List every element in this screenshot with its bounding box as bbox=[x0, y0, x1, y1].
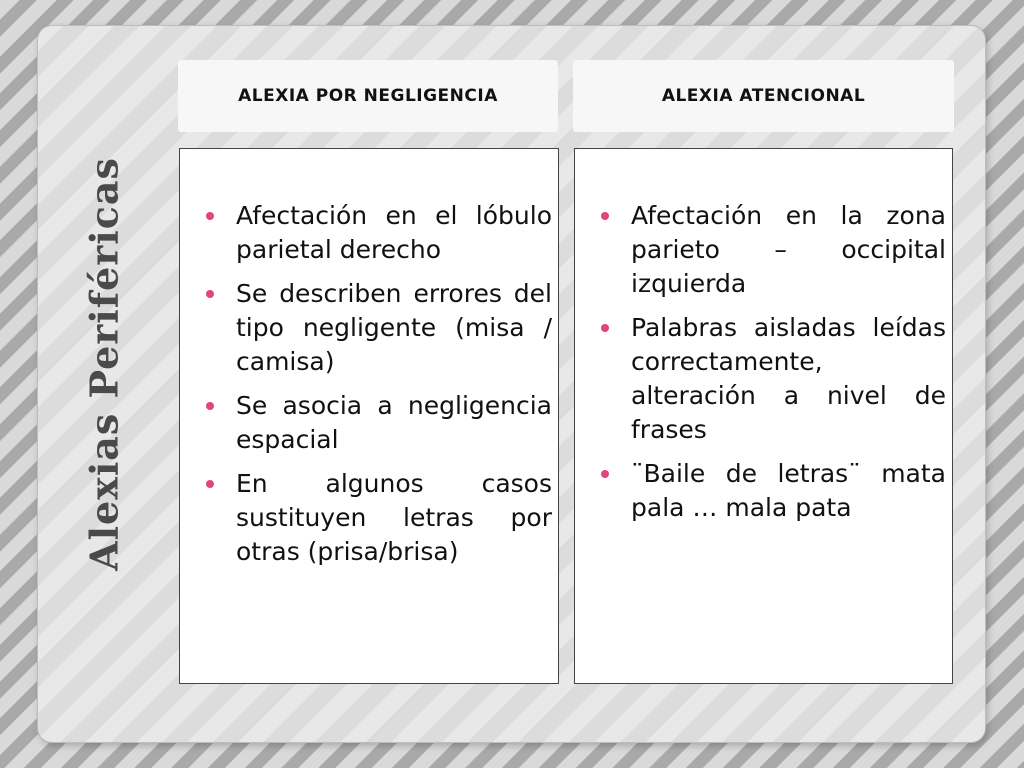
bullet-text: En algunos casos sustituyen letras por otras (prisa/brisa) bbox=[236, 469, 552, 566]
side-title: Alexias Periféricas bbox=[81, 157, 127, 571]
bullet-dot-icon bbox=[601, 324, 609, 332]
column-header-negligencia: ALEXIA POR NEGLIGENCIA bbox=[178, 60, 558, 132]
bullet-list-negligencia bbox=[206, 199, 552, 579]
bullet-text: Afectación en la zona parieto – occipital izquierda bbox=[631, 201, 946, 298]
bullet-item bbox=[206, 467, 552, 569]
bullet-dot-icon bbox=[601, 470, 609, 478]
bullet-text: Afectación en el lóbulo parietal derecho bbox=[236, 201, 552, 264]
bullet-dot-icon bbox=[601, 212, 609, 220]
bullet-text: Se asocia a negligencia espacial bbox=[236, 391, 552, 454]
column-box-negligencia bbox=[179, 148, 559, 684]
bullet-dot-icon bbox=[206, 290, 214, 298]
bullet-text: Se describen errores del tipo negligente (misa / camisa) bbox=[236, 279, 552, 376]
bullet-dot-icon bbox=[206, 480, 214, 488]
bullet-list-atencional bbox=[601, 199, 946, 535]
column-box-atencional bbox=[574, 148, 953, 684]
bullet-item bbox=[206, 277, 552, 379]
bullet-item bbox=[601, 311, 946, 447]
bullet-dot-icon bbox=[206, 212, 214, 220]
bullet-dot-icon bbox=[206, 402, 214, 410]
bullet-item bbox=[206, 199, 552, 267]
bullet-text: ¨Baile de letras¨ mata pala … mala pata bbox=[631, 459, 946, 522]
bullet-item bbox=[601, 199, 946, 301]
bullet-item bbox=[206, 389, 552, 457]
bullet-item bbox=[601, 457, 946, 525]
bullet-text: Palabras aisladas leídas correctamente, alteración a nivel de frases bbox=[631, 313, 946, 444]
column-header-atencional: ALEXIA ATENCIONAL bbox=[573, 60, 954, 132]
